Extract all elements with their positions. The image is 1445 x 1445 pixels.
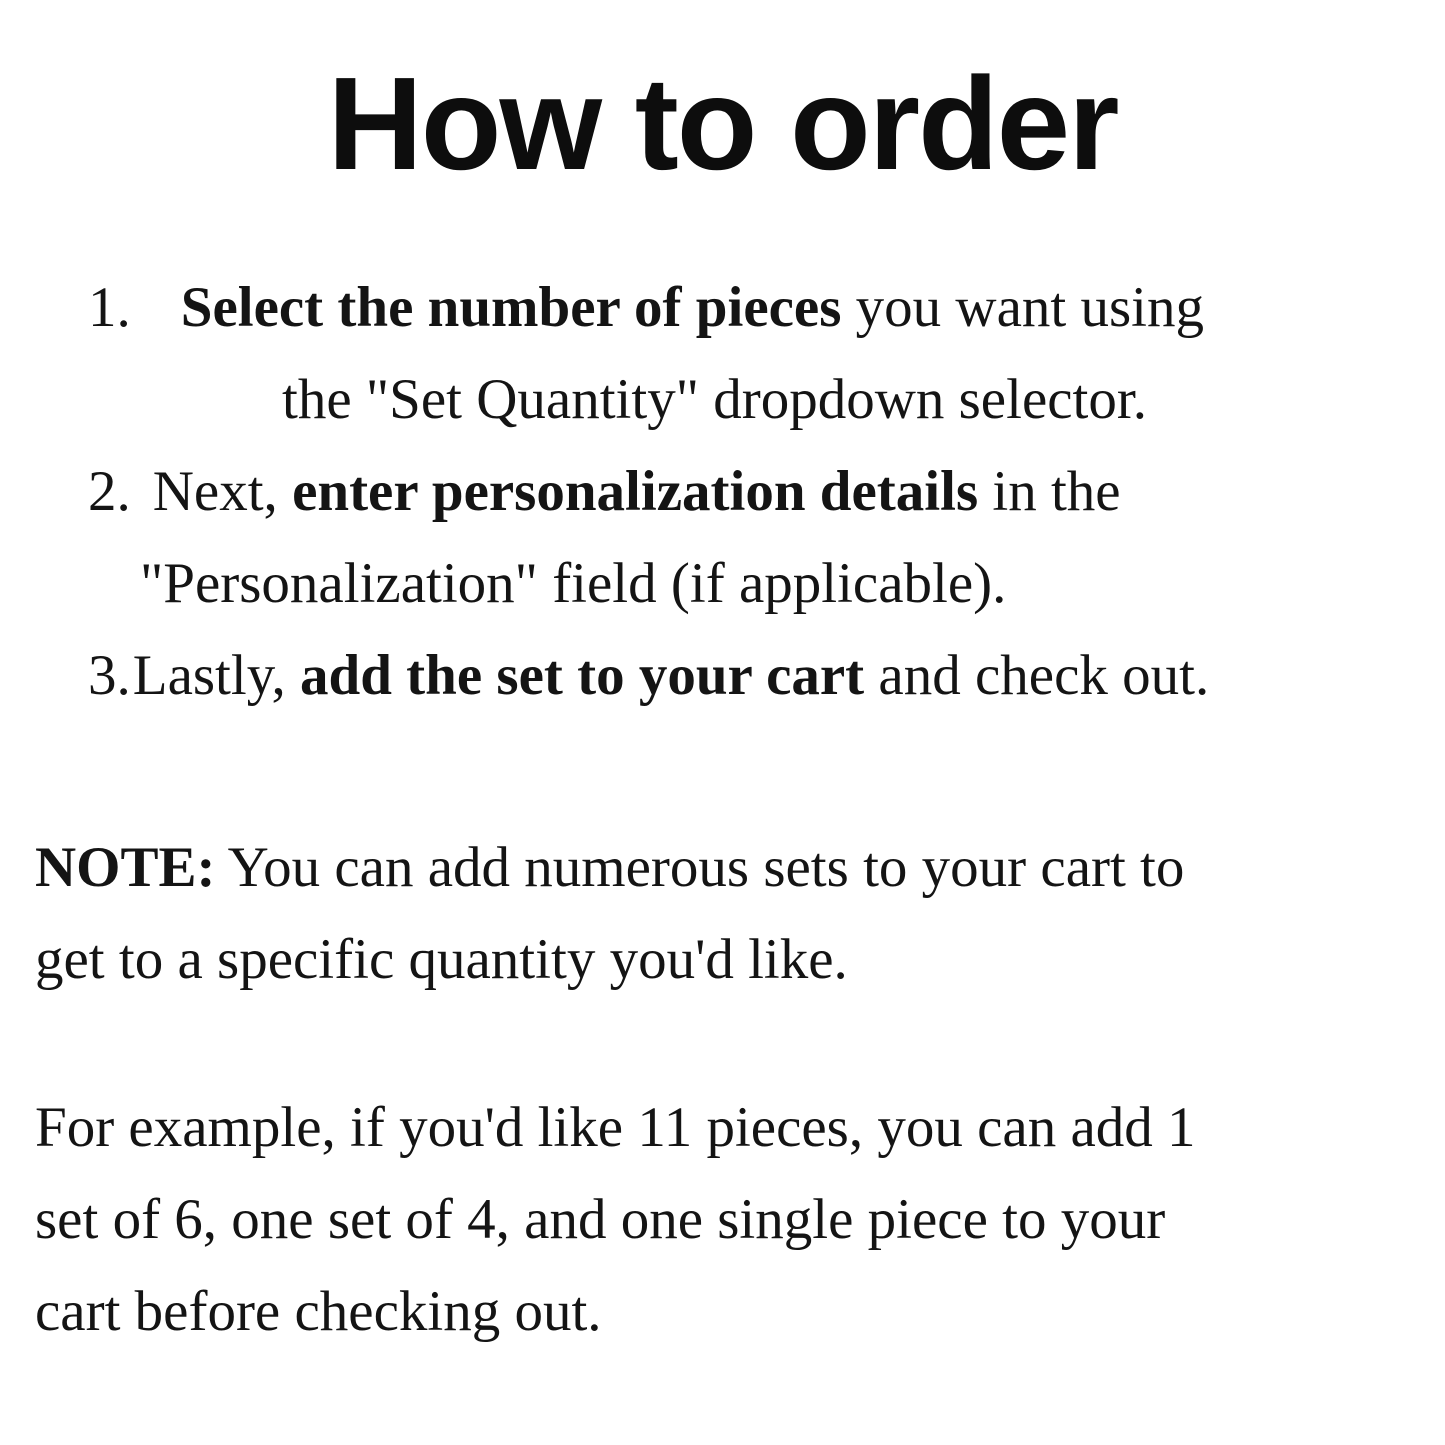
step-1-regular-text: you want using xyxy=(841,276,1204,339)
example-paragraph xyxy=(35,1082,1445,1358)
note-paragraph xyxy=(35,822,1445,1006)
step-3-line-1 xyxy=(88,630,1445,722)
step-1-line-2 xyxy=(282,354,1445,446)
note-line-1 xyxy=(35,822,1445,914)
example-line-2 xyxy=(35,1174,1445,1266)
example-line-2-text: set of 6, one set of 4, and one single piece to your xyxy=(35,1188,1166,1251)
example-line-1-text: For example, if you'd like 11 pieces, you can add 1 xyxy=(35,1096,1196,1159)
note-label: NOTE: xyxy=(35,836,216,899)
step-2-regular-text-b: in the xyxy=(978,460,1121,523)
step-2-line-2 xyxy=(140,538,1445,630)
step-2-bold-text: enter personalization details xyxy=(292,460,979,523)
page-title: How to order xyxy=(327,50,1118,197)
step-3-regular-text-b: and check out. xyxy=(864,644,1210,707)
step-1-line-1 xyxy=(88,262,1445,354)
example-line-3-text: cart before checking out. xyxy=(35,1280,602,1343)
step-3-bold-text: add the set to your cart xyxy=(300,644,865,707)
step-2-line-2-text: "Personalization" field (if applicable). xyxy=(140,552,1007,615)
note-line-2-text: get to a specific quantity you'd like. xyxy=(35,928,848,991)
ordered-steps-list xyxy=(0,262,1445,722)
step-3-number: 3. xyxy=(88,644,131,707)
step-2-regular-text-a: Next, xyxy=(152,460,293,523)
step-3-regular-text-a: Lastly, xyxy=(132,644,301,707)
step-1-line-2-text: the "Set Quantity" dropdown selector. xyxy=(282,368,1147,431)
step-2-line-1 xyxy=(88,446,1445,538)
note-line-1-text: You can add numerous sets to your cart to xyxy=(215,836,1185,899)
step-1-bold-text: Select the number of pieces xyxy=(180,276,842,339)
step-1-number: 1. xyxy=(88,276,131,339)
example-line-1 xyxy=(35,1082,1445,1174)
step-2-number: 2. xyxy=(88,460,131,523)
note-line-2 xyxy=(35,914,1445,1006)
example-line-3 xyxy=(35,1266,1445,1358)
